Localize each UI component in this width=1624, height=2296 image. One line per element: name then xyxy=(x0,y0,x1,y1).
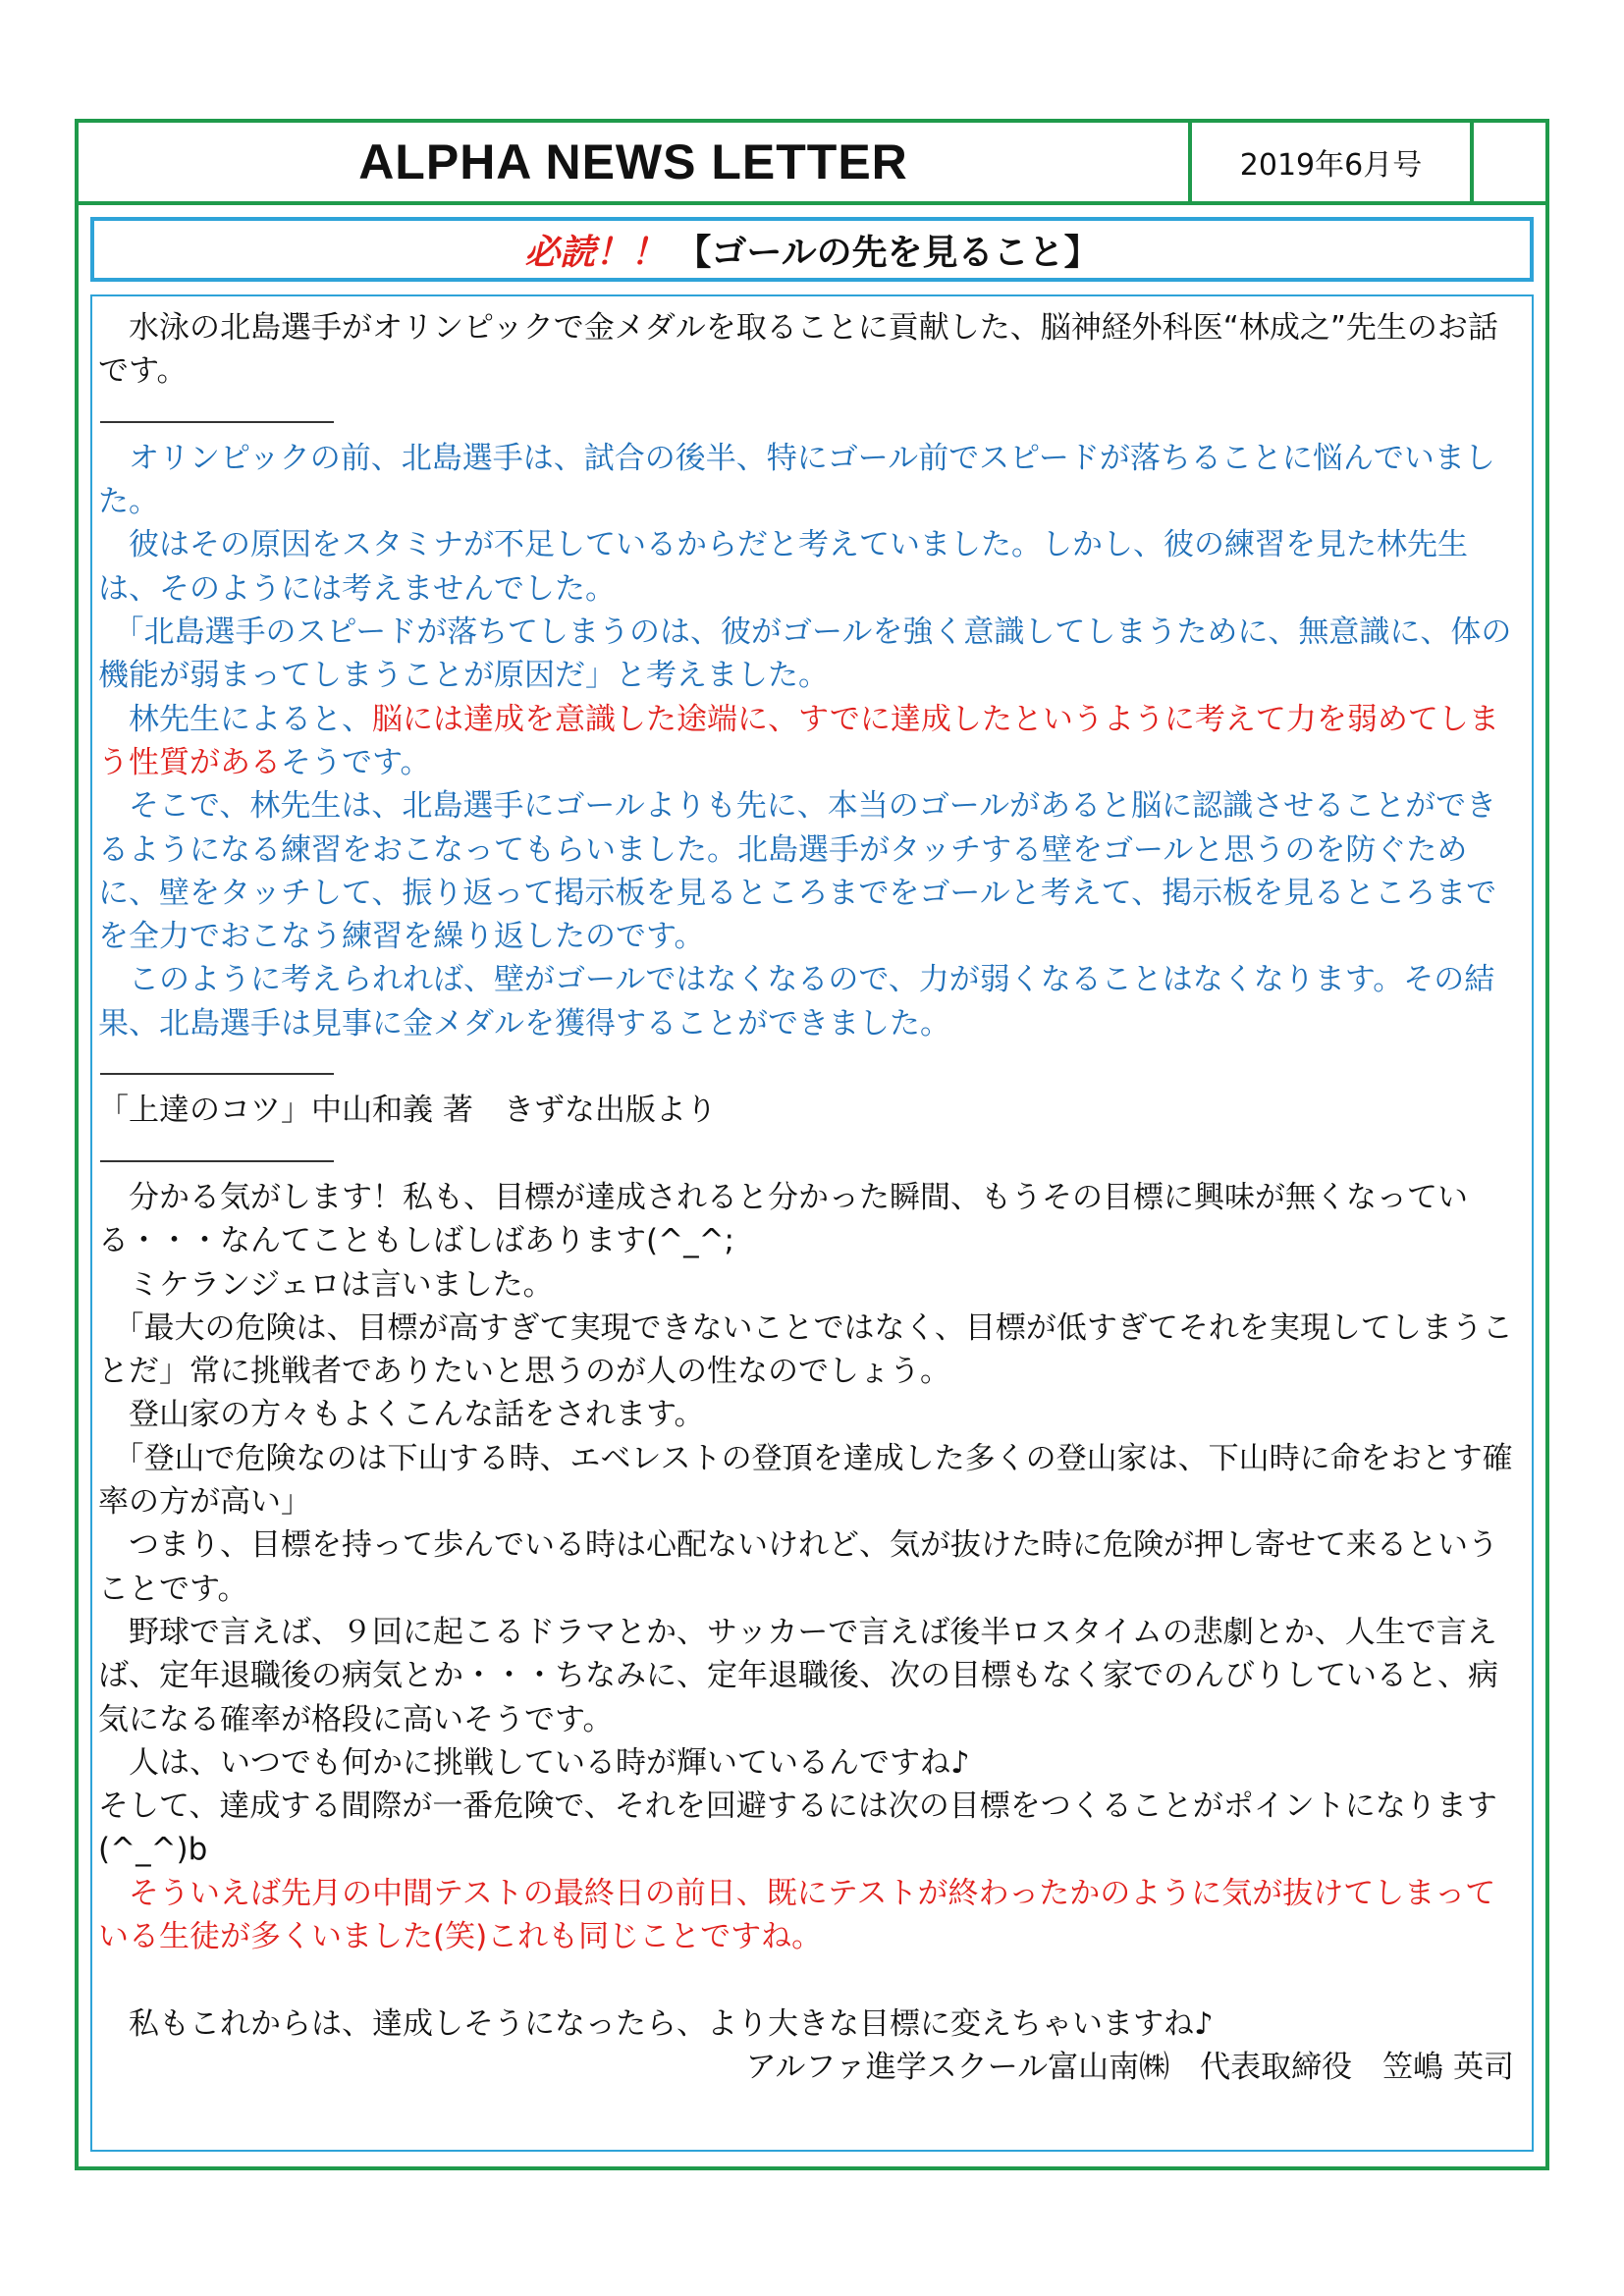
body-paragraph: 人は、いつでも何かに挑戦している時が輝いているんですね♪ xyxy=(98,1744,970,1781)
closing-paragraph: 私もこれからは、達成しそうになったら、より大きな目標に変えちゃいますね♪ xyxy=(98,2005,1214,2042)
article-content xyxy=(98,306,1522,2089)
blank-line xyxy=(98,1958,1522,2002)
body-paragraph: そして、達成する間際が一番危険で、それを回避するには次の目標をつくることがポイントになります(^_^)b xyxy=(98,1789,1497,1868)
issue-date: 2019年6月号 xyxy=(1192,123,1474,201)
quote-text: 林先生によると、 xyxy=(98,701,372,737)
quote-text: そうです。 xyxy=(281,744,431,780)
quote-paragraph: このように考えられれば、壁がゴールではなくなるので、力が弱くなることはなくなります。その結果、北島選手は見事に金メダルを獲得することができました。 xyxy=(98,962,1495,1041)
header-empty-cell xyxy=(1474,123,1545,201)
body-paragraph: ミケランジェロは言いました。 xyxy=(98,1266,554,1303)
intro-paragraph: 水泳の北島選手がオリンピックで金メダルを取ることに貢献した、脳神経外科医“林成之”先生のお話です。 xyxy=(98,310,1498,390)
source-citation: 「上達のコツ」中山和義 著 きずな出版より xyxy=(98,1093,717,1129)
newsletter-title: ALPHA NEWS LETTER xyxy=(79,123,1192,201)
body-paragraph: 分かる気がします！私も、目標が達成されると分かった瞬間、もうその目標に興味が無くなっている・・・なんてこともしばしばあります(^_^; xyxy=(98,1179,1468,1259)
newsletter-header xyxy=(75,119,1549,205)
body-paragraph: 「登山で危険なのは下山する時、エベレストの登頂を達成した多くの登山家は、下山時に命をおとす確率の方が高い」 xyxy=(98,1440,1513,1521)
article-headline xyxy=(90,217,1534,282)
quote-paragraph-highlight xyxy=(98,698,1522,785)
body-paragraph: 登山家の方々もよくこんな話をされます。 xyxy=(98,1397,705,1433)
separator-line xyxy=(98,1045,1522,1089)
highlight-text: 脳には達成を意識した途端に、すでに達成したというように考えて力を弱めてしまう性質がある xyxy=(98,701,1499,780)
article-topic: 【ゴールの先を見ること】 xyxy=(676,232,1100,273)
separator-line xyxy=(98,394,1522,437)
must-read-label: 必読！！ xyxy=(524,232,667,273)
separator-line xyxy=(98,1133,1522,1176)
highlight-paragraph: そういえば先月の中間テストの最終日の前日、既にテストが終わったかのように気が抜けてしまっている生徒が多くいました(笑)これも同じことですね。 xyxy=(98,1875,1496,1954)
body-paragraph: 野球で言えば、９回に起こるドラマとか、サッカーで言えば後半ロスタイムの悲劇とか、人生で言えば、定年退職後の病気とか・・・ちなみに、定年退職後、次の目標もなく家でのんびりしていると、病気になる確率が格段に高いそうです。 xyxy=(98,1614,1498,1737)
quote-paragraph: オリンピックの前、北島選手は、試合の後半、特にゴール前でスピードが落ちることに悩んでいました。 xyxy=(98,440,1495,520)
body-paragraph: 「最大の危険は、目標が高すぎて実現できないことではなく、目標が低すぎてそれを実現してしまうことだ」常に挑戦者でありたいと思うのが人の性なのでしょう。 xyxy=(98,1309,1513,1390)
quote-paragraph: 彼はその原因をスタミナが不足しているからだと考えていました。しかし、彼の練習を見た林先生は、そのようには考えませんでした。 xyxy=(98,527,1468,607)
quote-paragraph: 「北島選手のスピードが落ちてしまうのは、彼がゴールを強く意識してしまうために、無意識に、体の機能が弱まってしまうことが原因だ」と考えました。 xyxy=(98,614,1512,694)
body-paragraph: つまり、目標を持って歩んでいる時は心配ないけれど、気が抜けた時に危険が押し寄せて来るということです。 xyxy=(98,1527,1498,1607)
quote-paragraph: そこで、林先生は、北島選手にゴールよりも先に、本当のゴールがあると脳に認識させることができるようになる練習をおこなってもらいました。北島選手がタッチする壁をゴールと思うのを防ぐために、壁をタッチして、振り返って掲示板を見るところまでをゴールと考えて、掲示板を見るところまでを全力でおこなう練習を繰り返したのです。 xyxy=(98,788,1497,955)
author-signature: アルファ進学スクール富山南㈱ 代表取締役 笠嶋 英司 xyxy=(745,2049,1514,2085)
